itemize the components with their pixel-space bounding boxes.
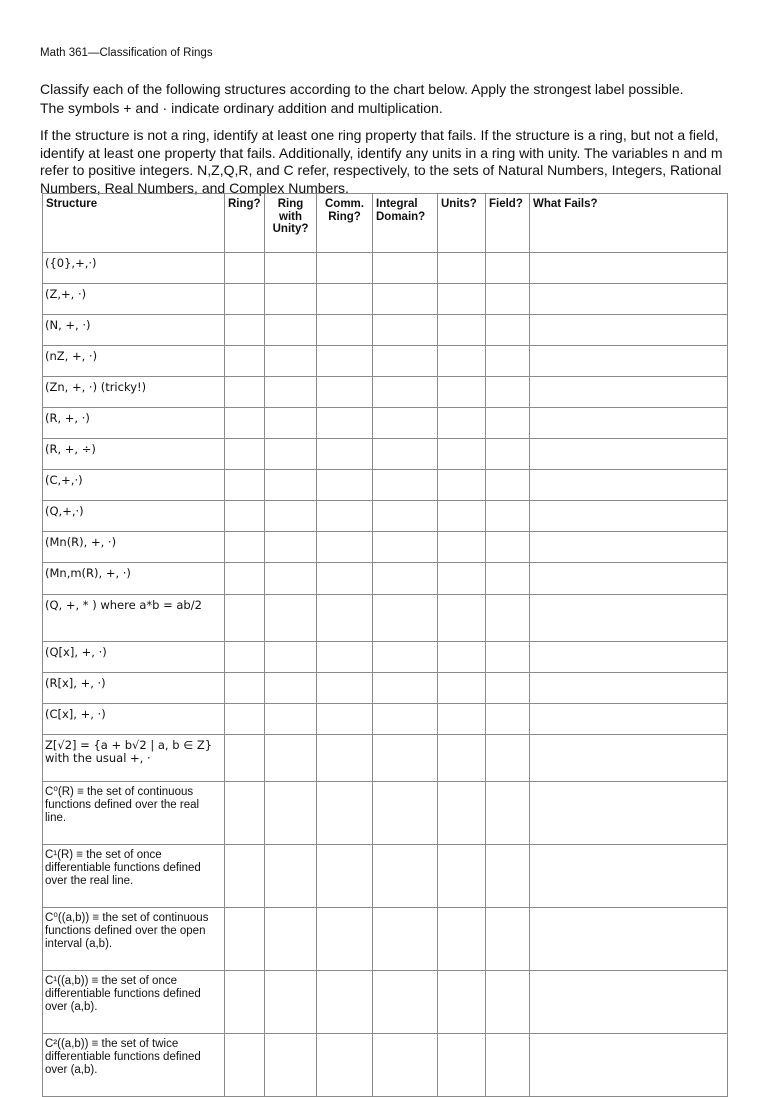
- answer-cell[interactable]: [373, 704, 438, 735]
- answer-cell[interactable]: [317, 532, 373, 563]
- answer-cell[interactable]: [530, 704, 728, 735]
- page-header: Math 361—Classification of Rings: [40, 47, 213, 59]
- answer-cell[interactable]: [486, 563, 530, 595]
- table-header-row: [43, 194, 728, 253]
- answer-cell[interactable]: [373, 1034, 438, 1097]
- answer-cell[interactable]: [373, 253, 438, 284]
- col-ring-with-unity: Ring with Unity?: [265, 194, 317, 253]
- answer-cell[interactable]: [530, 408, 728, 439]
- answer-cell[interactable]: [438, 532, 486, 563]
- answer-cell[interactable]: [530, 673, 728, 704]
- structure-cell: (nZ, +, ·): [43, 346, 225, 377]
- table-row: [43, 563, 728, 595]
- table-row: [43, 470, 728, 501]
- answer-cell[interactable]: [265, 284, 317, 315]
- answer-cell[interactable]: [486, 346, 530, 377]
- answer-cell[interactable]: [265, 642, 317, 673]
- answer-cell[interactable]: [225, 595, 265, 642]
- answer-cell[interactable]: [317, 673, 373, 704]
- answer-cell[interactable]: [317, 346, 373, 377]
- instructions-paragraph-2: If the structure is not a ring, identify at least one ring property that fails. If the structure is a ring, but not a field, identify at least one property that fails. Additionally, identify any units in a ring with unity. The variables n and m refer to positive integers. N,Z,Q,R, and C refer, respectively, to the sets of Natural Numbers, Integers, Rational Numbers, Real Numbers, and Complex Numbers.: [40, 127, 723, 196]
- answer-cell[interactable]: [438, 470, 486, 501]
- answer-cell[interactable]: [486, 1034, 530, 1097]
- answer-cell[interactable]: [373, 971, 438, 1034]
- table-row: [43, 408, 728, 439]
- instructions: [40, 80, 740, 206]
- answer-cell[interactable]: [438, 346, 486, 377]
- answer-cell[interactable]: [225, 284, 265, 315]
- answer-cell[interactable]: [317, 908, 373, 971]
- answer-cell[interactable]: [265, 782, 317, 845]
- answer-cell[interactable]: [530, 346, 728, 377]
- col-units: Units?: [438, 194, 486, 253]
- col-structure: Structure: [43, 194, 225, 253]
- answer-cell[interactable]: [486, 439, 530, 470]
- table-row: [43, 642, 728, 673]
- answer-cell[interactable]: [265, 908, 317, 971]
- answer-cell[interactable]: [225, 735, 265, 782]
- answer-cell[interactable]: [265, 470, 317, 501]
- answer-cell[interactable]: [373, 408, 438, 439]
- answer-cell[interactable]: [225, 971, 265, 1034]
- answer-cell[interactable]: [438, 439, 486, 470]
- table-row: [43, 284, 728, 315]
- structure-cell: (C,+,·): [43, 470, 225, 501]
- answer-cell[interactable]: [438, 253, 486, 284]
- structure-cell: (N, +, ·): [43, 315, 225, 346]
- answer-cell[interactable]: [317, 782, 373, 845]
- answer-cell[interactable]: [373, 735, 438, 782]
- answer-cell[interactable]: [265, 253, 317, 284]
- answer-cell[interactable]: [225, 704, 265, 735]
- answer-cell[interactable]: [373, 439, 438, 470]
- structure-cell: (Mn,m(R), +, ·): [43, 563, 225, 595]
- structure-cell: C¹(R) ≡ the set of once differentiable functions defined over the real line.: [43, 845, 225, 908]
- answer-cell[interactable]: [317, 1034, 373, 1097]
- answer-cell[interactable]: [486, 673, 530, 704]
- answer-cell[interactable]: [438, 408, 486, 439]
- structure-cell: C²((a,b)) ≡ the set of twice differentiable functions defined over (a,b).: [43, 1034, 225, 1097]
- answer-cell[interactable]: [438, 735, 486, 782]
- answer-cell[interactable]: [373, 532, 438, 563]
- answer-cell[interactable]: [530, 595, 728, 642]
- answer-cell[interactable]: [265, 845, 317, 908]
- answer-cell[interactable]: [438, 642, 486, 673]
- answer-cell[interactable]: [486, 845, 530, 908]
- answer-cell[interactable]: [438, 704, 486, 735]
- answer-cell[interactable]: [373, 470, 438, 501]
- table-row: [43, 845, 728, 908]
- answer-cell[interactable]: [317, 642, 373, 673]
- answer-cell[interactable]: [486, 704, 530, 735]
- answer-cell[interactable]: [265, 563, 317, 595]
- answer-cell[interactable]: [373, 642, 438, 673]
- table-row: [43, 532, 728, 563]
- col-ring: Ring?: [225, 194, 265, 253]
- structure-cell: (R[x], +, ·): [43, 673, 225, 704]
- structure-cell: C⁰((a,b)) ≡ the set of continuous functions defined over the open interval (a,b).: [43, 908, 225, 971]
- answer-cell[interactable]: [265, 501, 317, 532]
- answer-cell[interactable]: [530, 563, 728, 595]
- answer-cell[interactable]: [317, 595, 373, 642]
- table-row: [43, 673, 728, 704]
- answer-cell[interactable]: [373, 377, 438, 408]
- answer-cell[interactable]: [225, 408, 265, 439]
- answer-cell[interactable]: [225, 782, 265, 845]
- table-row: [43, 346, 728, 377]
- answer-cell[interactable]: [373, 673, 438, 704]
- answer-cell[interactable]: [265, 595, 317, 642]
- answer-cell[interactable]: [317, 377, 373, 408]
- answer-cell[interactable]: [317, 501, 373, 532]
- table-row: [43, 782, 728, 845]
- answer-cell[interactable]: [373, 315, 438, 346]
- answer-cell[interactable]: [530, 377, 728, 408]
- answer-cell[interactable]: [438, 673, 486, 704]
- answer-cell[interactable]: [530, 908, 728, 971]
- answer-cell[interactable]: [225, 377, 265, 408]
- answer-cell[interactable]: [265, 735, 317, 782]
- answer-cell[interactable]: [225, 908, 265, 971]
- answer-cell[interactable]: [317, 470, 373, 501]
- answer-cell[interactable]: [265, 439, 317, 470]
- table-row: [43, 439, 728, 470]
- answer-cell[interactable]: [486, 532, 530, 563]
- structure-cell: ({0},+,·): [43, 253, 225, 284]
- answer-cell[interactable]: [317, 563, 373, 595]
- table-row: [43, 1034, 728, 1097]
- instructions-paragraph-1: [40, 80, 740, 118]
- answer-cell[interactable]: [265, 704, 317, 735]
- structure-cell: (Z,+, ·): [43, 284, 225, 315]
- instructions-line-1: Classify each of the following structures according to the chart below. Apply the strongest label possible.: [40, 81, 684, 97]
- answer-cell[interactable]: [225, 845, 265, 908]
- structure-cell: (Mn(R), +, ·): [43, 532, 225, 563]
- table-row: [43, 971, 728, 1034]
- col-integral-domain: Integral Domain?: [373, 194, 438, 253]
- structure-cell: Z[√2] = {a + b√2 | a, b ∈ Z} with the usual +, ·: [43, 735, 225, 782]
- structure-cell: (Zn, +, ·) (tricky!): [43, 377, 225, 408]
- table-row: [43, 253, 728, 284]
- answer-cell[interactable]: [486, 501, 530, 532]
- answer-cell[interactable]: [530, 439, 728, 470]
- structure-cell: (R, +, ÷): [43, 439, 225, 470]
- answer-cell[interactable]: [225, 532, 265, 563]
- answer-cell[interactable]: [265, 315, 317, 346]
- answer-cell[interactable]: [530, 782, 728, 845]
- structure-cell: (Q,+,·): [43, 501, 225, 532]
- answer-cell[interactable]: [225, 346, 265, 377]
- answer-cell[interactable]: [486, 971, 530, 1034]
- answer-cell[interactable]: [373, 501, 438, 532]
- answer-cell[interactable]: [438, 563, 486, 595]
- answer-cell[interactable]: [373, 782, 438, 845]
- col-field: Field?: [486, 194, 530, 253]
- answer-cell[interactable]: [265, 532, 317, 563]
- instructions-line-2: The symbols + and · indicate ordinary addition and multiplication.: [40, 100, 443, 116]
- answer-cell[interactable]: [373, 845, 438, 908]
- table-row: [43, 735, 728, 782]
- answer-cell[interactable]: [265, 673, 317, 704]
- answer-cell[interactable]: [265, 971, 317, 1034]
- answer-cell[interactable]: [486, 595, 530, 642]
- answer-cell[interactable]: [486, 377, 530, 408]
- answer-cell[interactable]: [317, 845, 373, 908]
- answer-cell[interactable]: [438, 595, 486, 642]
- answer-cell[interactable]: [225, 673, 265, 704]
- answer-cell[interactable]: [373, 563, 438, 595]
- answer-cell[interactable]: [438, 908, 486, 971]
- answer-cell[interactable]: [317, 315, 373, 346]
- answer-cell[interactable]: [438, 377, 486, 408]
- table-row: [43, 315, 728, 346]
- answer-cell[interactable]: [373, 595, 438, 642]
- table-row: [43, 908, 728, 971]
- col-what-fails: What Fails?: [530, 194, 728, 253]
- answer-cell[interactable]: [225, 253, 265, 284]
- structure-cell: (C[x], +, ·): [43, 704, 225, 735]
- answer-cell[interactable]: [486, 642, 530, 673]
- structure-cell: (Q, +, * ) where a*b = ab/2: [43, 595, 225, 642]
- answer-cell[interactable]: [530, 470, 728, 501]
- answer-cell[interactable]: [373, 346, 438, 377]
- answer-cell[interactable]: [438, 1034, 486, 1097]
- answer-cell[interactable]: [530, 642, 728, 673]
- classification-table: [42, 193, 728, 1097]
- answer-cell[interactable]: [438, 845, 486, 908]
- answer-cell[interactable]: [317, 253, 373, 284]
- answer-cell[interactable]: [225, 1034, 265, 1097]
- table-row: [43, 704, 728, 735]
- answer-cell[interactable]: [486, 782, 530, 845]
- table-row: [43, 377, 728, 408]
- answer-cell[interactable]: [438, 284, 486, 315]
- col-comm-ring: Comm. Ring?: [317, 194, 373, 253]
- answer-cell[interactable]: [265, 346, 317, 377]
- answer-cell[interactable]: [530, 1034, 728, 1097]
- answer-cell[interactable]: [530, 253, 728, 284]
- answer-cell[interactable]: [438, 501, 486, 532]
- structure-cell: C⁰(R) ≡ the set of continuous functions defined over the real line.: [43, 782, 225, 845]
- answer-cell[interactable]: [225, 439, 265, 470]
- structure-cell: C¹((a,b)) ≡ the set of once differentiable functions defined over (a,b).: [43, 971, 225, 1034]
- answer-cell[interactable]: [530, 284, 728, 315]
- answer-cell[interactable]: [373, 284, 438, 315]
- answer-cell[interactable]: [265, 408, 317, 439]
- answer-cell[interactable]: [317, 439, 373, 470]
- answer-cell[interactable]: [530, 735, 728, 782]
- answer-cell[interactable]: [438, 782, 486, 845]
- answer-cell[interactable]: [225, 315, 265, 346]
- answer-cell[interactable]: [265, 377, 317, 408]
- answer-cell[interactable]: [530, 532, 728, 563]
- answer-cell[interactable]: [486, 735, 530, 782]
- answer-cell[interactable]: [486, 284, 530, 315]
- answer-cell[interactable]: [225, 563, 265, 595]
- answer-cell[interactable]: [317, 735, 373, 782]
- answer-cell[interactable]: [486, 315, 530, 346]
- answer-cell[interactable]: [317, 704, 373, 735]
- answer-cell[interactable]: [438, 315, 486, 346]
- answer-cell[interactable]: [265, 1034, 317, 1097]
- answer-cell[interactable]: [317, 971, 373, 1034]
- answer-cell[interactable]: [438, 971, 486, 1034]
- answer-cell[interactable]: [225, 470, 265, 501]
- answer-cell[interactable]: [486, 908, 530, 971]
- answer-cell[interactable]: [486, 408, 530, 439]
- answer-cell[interactable]: [317, 284, 373, 315]
- answer-cell[interactable]: [486, 253, 530, 284]
- answer-cell[interactable]: [225, 642, 265, 673]
- answer-cell[interactable]: [225, 501, 265, 532]
- answer-cell[interactable]: [486, 470, 530, 501]
- answer-cell[interactable]: [530, 315, 728, 346]
- answer-cell[interactable]: [317, 408, 373, 439]
- answer-cell[interactable]: [373, 908, 438, 971]
- table-row: [43, 501, 728, 532]
- structure-cell: (Q[x], +, ·): [43, 642, 225, 673]
- answer-cell[interactable]: [530, 845, 728, 908]
- structure-cell: (R, +, ·): [43, 408, 225, 439]
- answer-cell[interactable]: [530, 971, 728, 1034]
- answer-cell[interactable]: [530, 501, 728, 532]
- table-row: [43, 595, 728, 642]
